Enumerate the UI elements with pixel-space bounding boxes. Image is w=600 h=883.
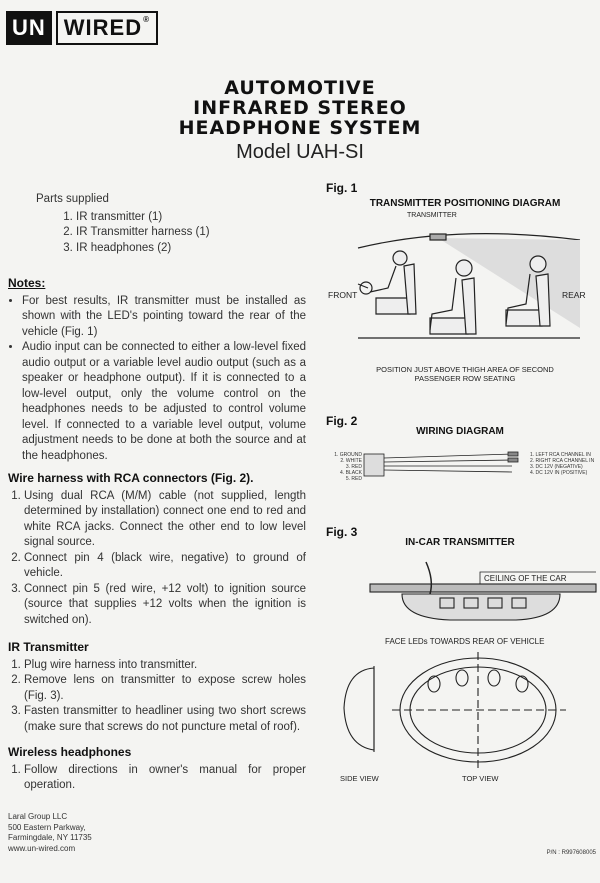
fig3-face-leds-label: FACE LEDs TOWARDS REAR OF VEHICLE <box>385 637 545 646</box>
fig1-title: TRANSMITTER POSITIONING DIAGRAM <box>369 198 561 209</box>
fig2-title: WIRING DIAGRAM <box>416 426 504 437</box>
title-line-3: HEADPHONE SYSTEM <box>178 117 422 139</box>
middle-passenger-seat <box>430 260 476 334</box>
list-item: • Audio input can be connected to either a low-level fixed audio output or a variable level audio output (such as a speaker or headphone output). If it is connected to a low-level output, only the volume control on the headphones needs to be adjusted to control volume level. If connected to a variable level output, volume adjustment needs to be done at both the source and at the headphones. <box>22 340 306 464</box>
address-line: Laral Group LLC <box>8 812 68 821</box>
led <box>428 676 440 692</box>
ir-transmitter-steps <box>8 658 306 736</box>
address-line: 500 Eastern Parkway, <box>8 822 86 832</box>
list-item: 2. IR Transmitter harness (1) <box>76 225 296 241</box>
list-item: 3. Connect pin 5 (red wire, +12 volt) to ignition source (source that supplies +12 volts when the ignition is switched on). <box>24 582 306 629</box>
fig2-output-list <box>530 452 600 476</box>
document-title <box>0 78 600 164</box>
notes-section <box>8 276 306 464</box>
logo-wired-text: WIRED <box>63 15 143 40</box>
driver-seat <box>358 251 416 314</box>
fig1-rear-label: REAR <box>562 290 586 300</box>
logo-reg-mark: ® <box>143 15 151 24</box>
list-item: 3. IR headphones (2) <box>76 241 296 257</box>
model-number: Model UAH-SI <box>236 141 364 163</box>
wireless-steps <box>8 763 306 794</box>
fig1-caption-line-1: POSITION JUST ABOVE THIGH AREA OF SECOND <box>376 365 554 374</box>
notes-list <box>8 294 306 465</box>
fig1-label: Fig. 1 <box>326 181 358 195</box>
fig3-side-view-label: SIDE VIEW <box>340 774 379 783</box>
harness-heading: Wire harness with RCA connectors (Fig. 2). <box>8 471 254 485</box>
fig3-top-view-label: TOP VIEW <box>462 774 499 783</box>
ir-transmitter-heading: IR Transmitter <box>8 640 89 654</box>
logo-un: UN <box>6 11 52 45</box>
pin-label: 3. RED <box>345 464 362 470</box>
fig3-ceiling-label: CEILING OF THE CAR <box>484 574 567 583</box>
harness-steps <box>8 489 306 629</box>
parts-heading: Parts supplied <box>36 193 109 205</box>
notes-heading: Notes: <box>8 276 46 290</box>
parts-supplied <box>36 192 296 256</box>
fig2-pin-list <box>326 452 362 482</box>
parts-list <box>36 210 296 257</box>
address-line: Farmingdale, NY 11735 <box>8 833 92 842</box>
fig3-title: IN-CAR TRANSMITTER <box>405 537 515 548</box>
list-item: 1. IR transmitter (1) <box>76 210 296 226</box>
fig1-caption-line-2: PASSENGER ROW SEATING <box>414 374 516 383</box>
output-label: 4. DC 12V IN (POSITIVE) <box>530 470 588 476</box>
ceiling-of-car <box>370 584 596 592</box>
fig2-label: Fig. 2 <box>326 414 358 428</box>
list-item: 1. Plug wire harness into transmitter. <box>24 658 306 674</box>
list-item: 1. Using dual RCA (M/M) cable (not supplied, length determined by installation) connect one end to red and white RCA jacks. Connect the other end to low level signal source. <box>24 489 306 551</box>
fig1-vehicle-diagram <box>318 218 600 363</box>
wireless-heading: Wireless headphones <box>8 745 132 759</box>
pin-label: 5. RED <box>345 476 362 482</box>
output-label: 1. LEFT RCA CHANNEL IN <box>530 452 591 458</box>
fig1-transmitter-label: TRANSMITTER <box>407 212 457 219</box>
side-view-shape <box>344 668 374 750</box>
fig1-front-label: FRONT <box>328 290 358 300</box>
fig2-wiring-diagram <box>362 448 532 484</box>
led <box>456 670 468 686</box>
list-item: 2. Remove lens on transmitter to expose screw holes (Fig. 3). <box>24 673 306 704</box>
output-label: 3. DC 12V (NEGATIVE) <box>530 464 583 470</box>
fig3-label: Fig. 3 <box>326 525 358 539</box>
pin-label: 1. GROUND <box>334 452 362 458</box>
wire-harness-section <box>8 471 306 628</box>
rca-plug <box>508 458 518 462</box>
pin-label: 4. BLACK <box>340 470 362 476</box>
fig3-transmitter-diagram <box>330 560 600 772</box>
title-line-1: AUTOMOTIVE <box>224 77 376 99</box>
list-item: 1. Follow directions in owner's manual for proper operation. <box>24 763 306 794</box>
company-address <box>8 812 92 854</box>
website-link[interactable]: www.un-wired.com <box>8 843 76 853</box>
list-item: 3. Fasten transmitter to headliner using two short screws (make sure that screws do not puncture metal of roof). <box>24 704 306 735</box>
transmitter-shape <box>430 234 446 240</box>
output-label: 2. RIGHT RCA CHANNEL IN <box>530 458 595 464</box>
rca-plug <box>508 452 518 456</box>
fig1-caption <box>340 365 590 383</box>
logo-wired <box>56 11 158 45</box>
pin-label: 2. WHITE <box>340 458 362 464</box>
list-item: 2. Connect pin 4 (black wire, negative) to ground of vehicle. <box>24 551 306 582</box>
part-number: P/N : R997608005 <box>546 850 596 856</box>
led <box>516 676 528 692</box>
ir-transmitter-section <box>8 640 306 735</box>
brand-logo <box>6 8 158 48</box>
title-line-2: INFRARED STEREO <box>193 97 407 119</box>
transmitter-side-section <box>402 594 560 620</box>
wireless-headphones-section <box>8 745 306 794</box>
led <box>488 670 500 686</box>
connector-plug <box>364 454 384 476</box>
list-item: • For best results, IR transmitter must be installed as shown with the LED's pointing toward the rear of the vehicle (Fig. 1) <box>22 294 306 341</box>
